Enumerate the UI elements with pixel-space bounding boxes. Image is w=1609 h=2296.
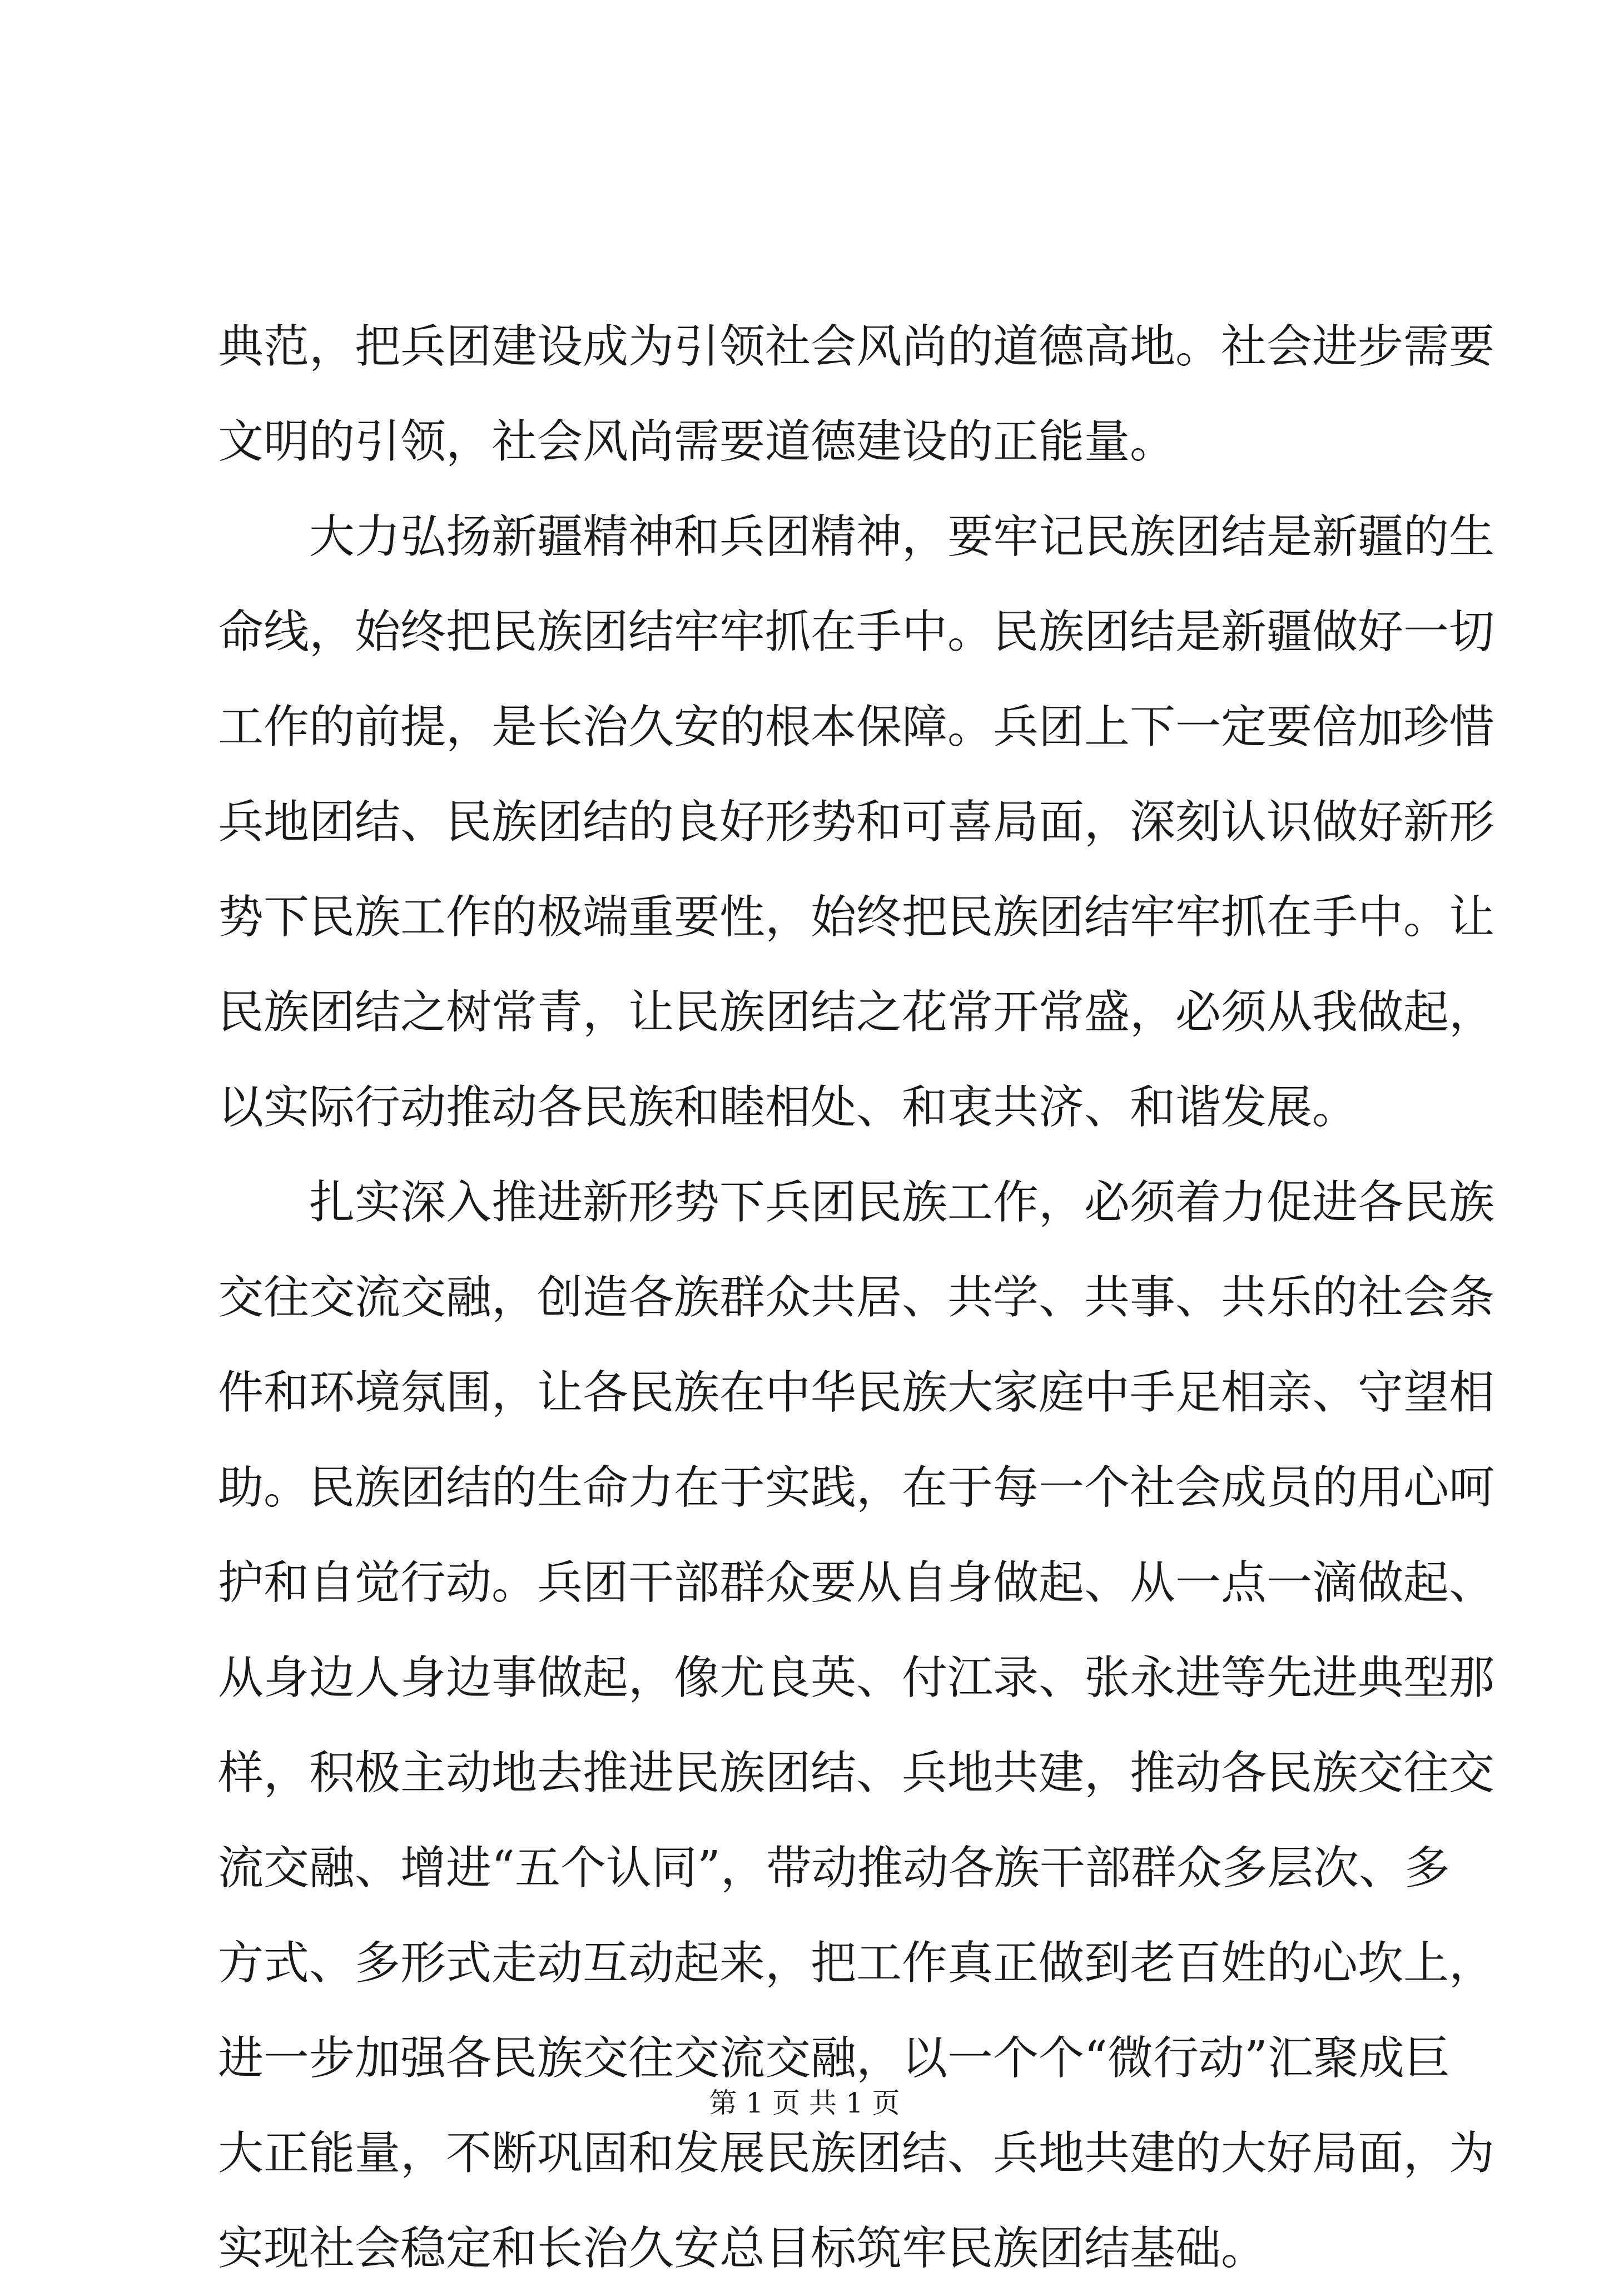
document-body bbox=[218, 299, 1495, 2296]
text-line: 进一步加强各民族交往交流交融，以一个个“微行动”汇聚成巨 bbox=[218, 2032, 1450, 2085]
text-line: 助。民族团结的生命力在于实践，在于每一个社会成员的用心呵 bbox=[218, 1461, 1495, 1514]
text-line: 典范，把兵团建设成为引领社会风尚的道德高地。社会进步需要 bbox=[218, 320, 1495, 373]
text-line: 样，积极主动地去推进民族团结、兵地共建，推动各民族交往交 bbox=[218, 1747, 1495, 1799]
text-line: 从身边人身边事做起，像尤良英、付江录、张永进等先进典型那 bbox=[218, 1652, 1495, 1704]
text-line: 交往交流交融，创造各族群众共居、共学、共事、共乐的社会条 bbox=[218, 1271, 1495, 1324]
text-line: 以实际行动推动各民族和睦相处、和衷共济、和谐发展。 bbox=[218, 1081, 1358, 1134]
text-line: 势下民族工作的极端重要性，始终把民族团结牢牢抓在手中。让 bbox=[218, 891, 1495, 944]
text-line: 工作的前提，是长治久安的根本保障。兵团上下一定要倍加珍惜 bbox=[218, 701, 1495, 753]
text-line: 方式、多形式走动互动起来，把工作真正做到老百姓的心坎上， bbox=[218, 1937, 1495, 1990]
text-line: 大力弘扬新疆精神和兵团精神，要牢记民族团结是新疆的生 bbox=[218, 510, 1495, 563]
text-line: 文明的引领，社会风尚需要道德建设的正能量。 bbox=[218, 415, 1176, 468]
text-line: 护和自觉行动。兵团干部群众要从自身做起、从一点一滴做起、 bbox=[218, 1556, 1495, 1609]
text-line: 件和环境氛围，让各民族在中华民族大家庭中手足相亲、守望相 bbox=[218, 1366, 1495, 1419]
text-line: 扎实深入推进新形势下兵团民族工作，必须着力促进各民族 bbox=[218, 1176, 1495, 1229]
text-line: 命线，始终把民族团结牢牢抓在手中。民族团结是新疆做好一切 bbox=[218, 606, 1495, 658]
text-line: 实现社会稳定和长治久安总目标筑牢民族团结基础。 bbox=[218, 2222, 1267, 2275]
page-number-footer: 第 1 页 共 1 页 bbox=[709, 2087, 900, 2119]
text-line: 流交融、增进“五个认同”，带动推动各族干部群众多层次、多 bbox=[218, 1842, 1450, 1895]
text-line: 大正能量，不断巩固和发展民族团结、兵地共建的大好局面，为 bbox=[218, 2127, 1495, 2180]
text-line: 民族团结之树常青，让民族团结之花常开常盛，必须从我做起， bbox=[218, 986, 1495, 1039]
text-line: 兵地团结、民族团结的良好形势和可喜局面，深刻认识做好新形 bbox=[218, 796, 1495, 849]
